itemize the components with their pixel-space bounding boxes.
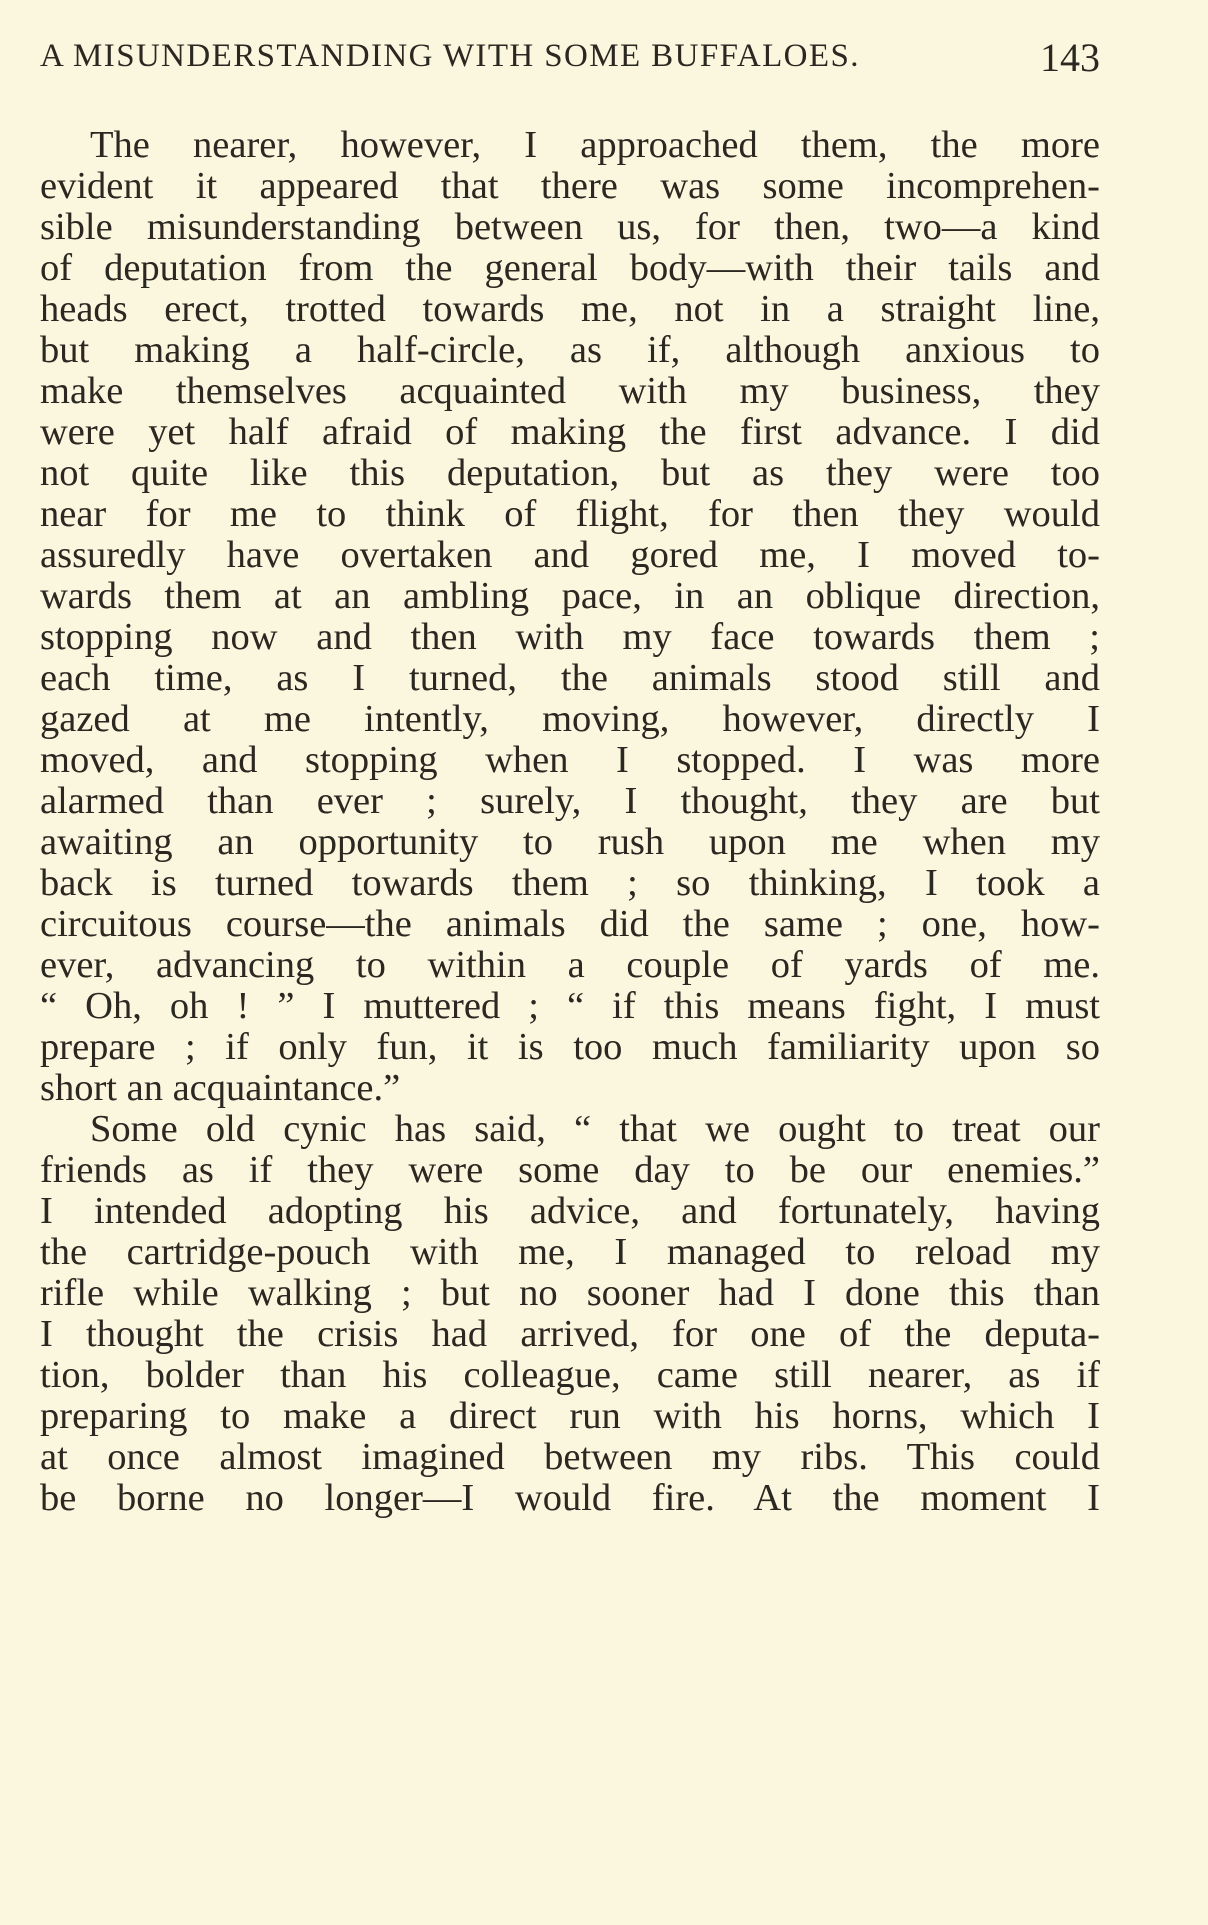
text-line: near for me to think of flight, for then they would [40,493,1100,535]
text-line: ever, advancing to within a couple of yards of me. [40,944,1100,986]
text-line: moved, and stopping when I stopped. I was more [40,739,1100,781]
text-line: evident it appeared that there was some incomprehen- [40,165,1100,207]
text-line: prepare ; if only fun, it is too much familiarity upon so [40,1026,1100,1068]
text-line: back is turned towards them ; so thinking, I took a [40,862,1100,904]
text-line: I intended adopting his advice, and fortunately, having [40,1190,1100,1232]
text-line: wards them at an ambling pace, in an oblique direction, [40,575,1100,617]
text-line: short an acquaintance.” [40,1067,401,1109]
text-line: stopping now and then with my face towards them ; [40,616,1100,658]
text-line: sible misunderstanding between us, for then, two—a kind [40,206,1100,248]
text-line: rifle while walking ; but no sooner had I done this than [40,1272,1100,1314]
text-line: at once almost imagined between my ribs. This could [40,1436,1100,1478]
text-line: circuitous course—the animals did the same ; one, how- [40,903,1100,945]
text-line: friends as if they were some day to be our enemies.” [40,1149,1100,1191]
running-head-title: A MISUNDERSTANDING WITH SOME BUFFALOES. [40,38,860,74]
text-line: Some old cynic has said, “ that we ought to treat our [90,1108,1100,1150]
text-line: make themselves acquainted with my business, they [40,370,1100,412]
text-line: awaiting an opportunity to rush upon me when my [40,821,1100,863]
text-line: the cartridge-pouch with me, I managed to reload my [40,1231,1100,1273]
text-line: preparing to make a direct run with his horns, which I [40,1395,1100,1437]
text-line: alarmed than ever ; surely, I thought, they are but [40,780,1100,822]
text-line: The nearer, however, I approached them, the more [90,124,1100,166]
text-line: assuredly have overtaken and gored me, I moved to- [40,534,1100,576]
running-head [40,34,1100,84]
text-line: heads erect, trotted towards me, not in a straight line, [40,288,1100,330]
text-line: be borne no longer—I would fire. At the moment I [40,1477,1100,1519]
text-line: but making a half-circle, as if, although anxious to [40,329,1100,371]
text-line: not quite like this deputation, but as they were too [40,452,1100,494]
text-line: were yet half afraid of making the first advance. I did [40,411,1100,453]
text-line: of deputation from the general body—with their tails and [40,247,1100,289]
text-line: I thought the crisis had arrived, for one of the deputa- [40,1313,1100,1355]
text-line: “ Oh, oh ! ” I muttered ; “ if this means fight, I must [40,985,1100,1027]
text-line: gazed at me intently, moving, however, directly I [40,698,1100,740]
text-line: tion, bolder than his colleague, came still nearer, as if [40,1354,1100,1396]
text-line: each time, as I turned, the animals stood still and [40,657,1100,699]
page-number: 143 [1040,35,1100,80]
